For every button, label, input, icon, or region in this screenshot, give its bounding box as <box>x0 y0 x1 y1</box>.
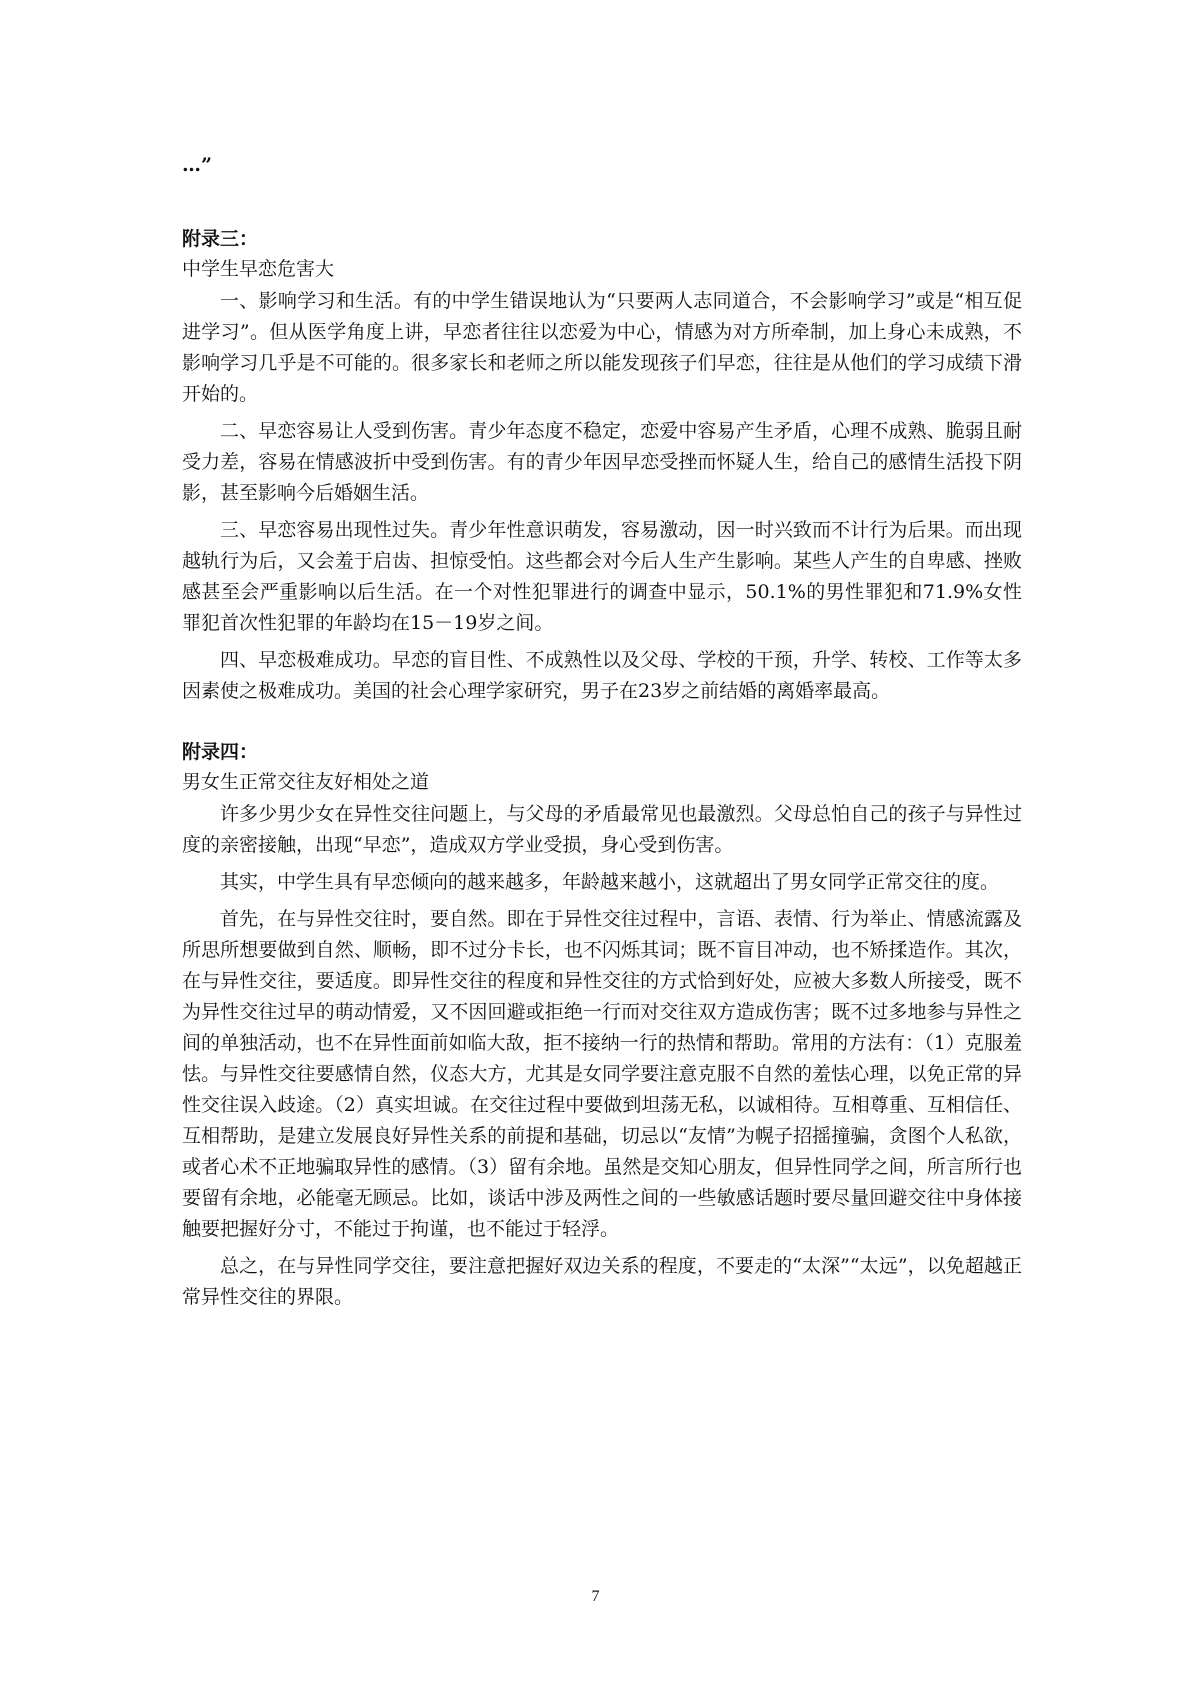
appendix-4-paragraph-2: 其实，中学生具有早恋倾向的越来越多，年龄越来越小，这就超出了男女同学正常交往的度。 <box>220 871 1000 893</box>
page-number: 7 <box>591 1588 600 1605</box>
appendix-4-title: 男女生正常交往友好相处之道 <box>182 771 430 793</box>
appendix-3-paragraph-1: 一、影响学习和生活。有的中学生错误地认为“只要两人志同道合，不会影响学习”或是“相互促进学习”。但从医学角度上讲，早恋者往往以恋爱为中心，情感为对方所牵制，加上身心未成熟，不影响学习几乎是不可能的。很多家长和老师之所以能发现孩子们早恋，往往是从他们的学习成绩下滑开始的。 <box>182 290 1022 405</box>
appendix-4-paragraph-3: 首先，在与异性交往时，要自然。即在于异性交往过程中，言语、表情、行为举止、情感流露及所思所想要做到自然、顺畅，即不过分卡长，也不闪烁其词；既不盲目冲动，也不矫揉造作。其次，在与异性交往，要适度。即异性交往的程度和异性交往的方式恰到好处，应被大多数人所接受，既不为异性交往过早的萌动情爱，又不因回避或拒绝一行而对交往双方造成伤害；既不过多地参与异性之间的单独活动，也不在异性面前如临大敌，拒不接纳一行的热情和帮助。常用的方法有：（1）克服羞怯。与异性交往要感情自然，仪态大方，尤其是女同学要注意克服不自然的羞怯心理，以免正常的异性交往误入歧途。（2）真实坦诚。在交往过程中要做到坦荡无私，以诚相待。互相尊重、互相信任、互相帮助，是建立发展良好异性关系的前提和基础，切忌以“友情”为幌子招摇撞骗，贪图个人私欲，或者心术不正地骗取异性的感情。（3）留有余地。虽然是交知心朋友，但异性同学之间，所言所行也要留有余地，必能毫无顾忌。比如，谈话中涉及两性之间的一些敏感话题时要尽量回避交往中身体接触要把握好分寸，不能过于拘谨，也不能过于轻浮。 <box>182 908 1022 1240</box>
appendix-4-paragraph-4: 总之，在与异性同学交往，要注意把握好双边关系的程度，不要走的“太深”“太远”，以免超越正常异性交往的界限。 <box>182 1255 1022 1308</box>
page-content <box>182 150 1022 1319</box>
appendix-3-paragraph-3: 三、早恋容易出现性过失。青少年性意识萌发，容易激动，因一时兴致而不计行为后果。而出现越轨行为后，又会羞于启齿、担惊受怕。这些都会对今后人生产生影响。某些人产生的自卑感、挫败感甚至会严重影响以后生活。在一个对性犯罪进行的调查中显示，50.1%的男性罪犯和71.9%女性罪犯首次性犯罪的年龄均在15－19岁之间。 <box>182 519 1022 634</box>
appendix-3-section <box>182 224 1022 707</box>
continuation-ellipsis: …” <box>182 154 212 176</box>
appendix-4-section <box>182 737 1022 1313</box>
appendix-3-title: 中学生早恋危害大 <box>182 258 335 280</box>
appendix-3-paragraph-4: 四、早恋极难成功。早恋的盲目性、不成熟性以及父母、学校的干预，升学、转校、工作等太多因素使之极难成功。美国的社会心理学家研究，男子在23岁之前结婚的离婚率最高。 <box>182 649 1022 702</box>
appendix-4-heading: 附录四： <box>182 741 259 763</box>
appendix-3-heading: 附录三： <box>182 228 259 250</box>
appendix-4-paragraph-1: 许多少男少女在异性交往问题上，与父母的矛盾最常见也最激烈。父母总怕自己的孩子与异性过度的亲密接触，出现“早恋”，造成双方学业受损，身心受到伤害。 <box>182 803 1022 856</box>
appendix-3-paragraph-2: 二、早恋容易让人受到伤害。青少年态度不稳定，恋爱中容易产生矛盾，心理不成熟、脆弱且耐受力差，容易在情感波折中受到伤害。有的青少年因早恋受挫而怀疑人生，给自己的感情生活投下阴影，甚至影响今后婚姻生活。 <box>182 420 1022 504</box>
